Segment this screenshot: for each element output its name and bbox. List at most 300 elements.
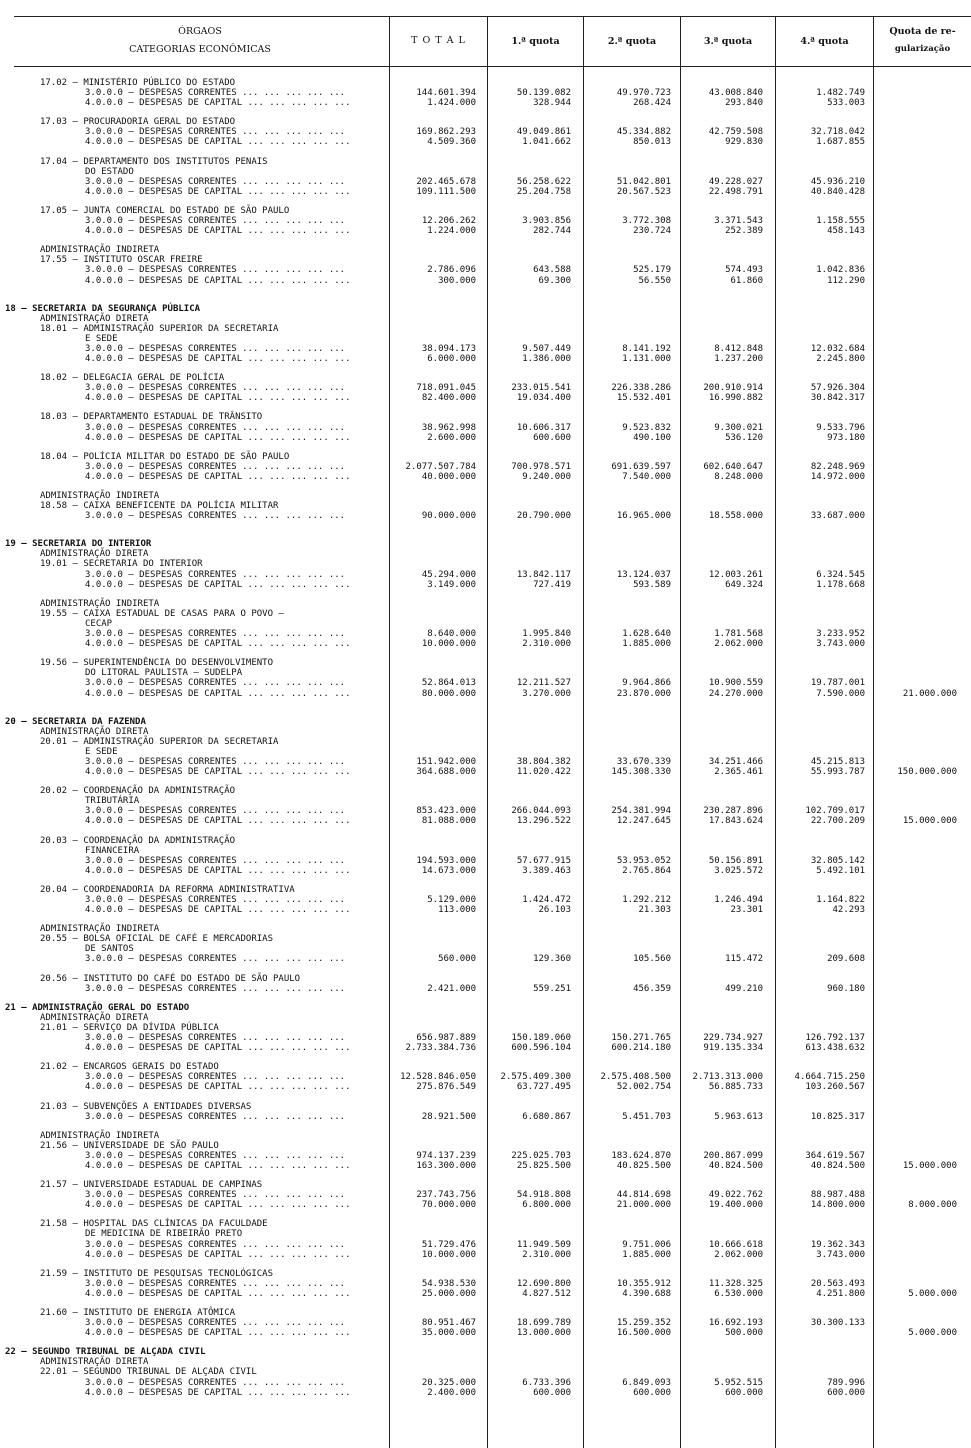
table-row — [0, 117, 971, 127]
table-row — [0, 324, 971, 334]
value-quota-3: 49.022.762 — [708, 1190, 763, 1201]
value-quota-1: 225.025.703 — [511, 1150, 571, 1161]
table-row — [0, 885, 971, 895]
value-total: 169.862.293 — [416, 127, 476, 138]
value-quota-3: 40.824.500 — [708, 1160, 763, 1171]
value-quota-4: 102.709.017 — [805, 806, 865, 817]
value-quota-2: 691.639.597 — [611, 461, 671, 472]
value-quota-2: 600.000 — [633, 1387, 671, 1398]
value-total: 8.640.000 — [427, 629, 476, 640]
table-row — [0, 1357, 971, 1367]
row-label: 17.55 — INSTITUTO OSCAR FREIRE — [40, 255, 203, 266]
value-total: 113.000 — [438, 905, 476, 916]
value-total: 45.294.000 — [421, 569, 476, 580]
value-total: 38.962.998 — [421, 422, 476, 433]
value-quota-3: 1.237.200 — [714, 354, 763, 365]
table-row — [0, 609, 971, 619]
value-quota-3: 8.248.000 — [714, 471, 763, 482]
table-row — [0, 1062, 971, 1072]
value-total: 81.088.000 — [421, 816, 476, 827]
value-quota-4: 40.824.500 — [810, 1160, 865, 1171]
table-row — [0, 1229, 971, 1239]
value-quota-3: 56.885.733 — [708, 1082, 763, 1093]
value-total: 237.743.756 — [416, 1190, 476, 1201]
value-quota-4: 458.143 — [827, 226, 865, 237]
row-spacer — [0, 1299, 971, 1308]
table-row — [0, 944, 971, 954]
value-quota-3: 11.328.325 — [708, 1278, 763, 1289]
value-quota-1: 2.310.000 — [522, 1249, 571, 1260]
value-quota-2: 1.628.640 — [622, 629, 671, 640]
value-quota-1: 1.386.000 — [522, 354, 571, 365]
value-total: 25.000.000 — [421, 1288, 476, 1299]
value-quota-1: 129.360 — [533, 954, 571, 965]
value-quota-4: 45.215.813 — [810, 756, 865, 767]
table-row — [0, 924, 971, 934]
table-row — [0, 393, 971, 403]
row-label: 3.0.0.0 — DESPESAS CORRENTES ... ... ... ... ... — [85, 855, 346, 866]
value-quota-2: 230.724 — [633, 226, 671, 237]
row-label: ADMINISTRAÇÃO INDIRETA — [40, 598, 160, 609]
header-quota-regularizacao-1: Quota de re- — [889, 26, 956, 37]
table-row — [0, 1378, 971, 1388]
header-orgaos: ÓRGAOS — [178, 26, 222, 37]
value-quota-3: 49.228.027 — [708, 176, 763, 187]
table-row — [0, 501, 971, 511]
value-quota-1: 1.995.840 — [522, 629, 571, 640]
value-quota-3: 24.270.000 — [708, 688, 763, 699]
table-row — [0, 1013, 971, 1023]
table-row — [0, 737, 971, 747]
value-quota-1: 11.949.509 — [516, 1239, 571, 1250]
value-quota-2: 9.523.832 — [622, 422, 671, 433]
row-label: ADMINISTRAÇÃO DIRETA — [40, 313, 149, 324]
value-total: 90.000.000 — [421, 511, 476, 522]
value-quota-1: 600.600 — [533, 432, 571, 443]
value-quota-1: 63.727.495 — [516, 1082, 571, 1093]
table-row — [0, 1269, 971, 1279]
row-label: 4.0.0.0 — DESPESAS DE CAPITAL ... ... ... ... ... — [85, 275, 351, 286]
value-quota-4: 7.590.000 — [816, 688, 865, 699]
value-total: 40.000.000 — [421, 471, 476, 482]
value-quota-3: 10.666.618 — [708, 1239, 763, 1250]
value-quota-1: 26.103 — [538, 905, 571, 916]
value-quota-2: 20.567.523 — [616, 186, 671, 197]
table-row — [0, 1308, 971, 1318]
value-total: 82.400.000 — [421, 393, 476, 404]
value-quota-4: 3.743.000 — [816, 639, 865, 650]
section-title: 21 — ADMINISTRAÇÃO GERAL DO ESTADO — [5, 1002, 190, 1013]
row-spacer — [0, 108, 971, 117]
value-quota-4: 2.245.800 — [816, 354, 865, 365]
value-quota-1: 9.240.000 — [522, 471, 571, 482]
value-total: 70.000.000 — [421, 1200, 476, 1211]
value-quota-3: 34.251.466 — [708, 756, 763, 767]
row-label: 4.0.0.0 — DESPESAS DE CAPITAL ... ... ... ... ... — [85, 1043, 351, 1054]
value-quota-4: 42.293 — [832, 905, 865, 916]
value-quota-4: 33.687.000 — [810, 511, 865, 522]
value-quota-1: 56.258.622 — [516, 176, 571, 187]
section-title: 19 — SECRETARIA DO INTERIOR — [5, 539, 152, 550]
value-total: 275.876.549 — [416, 1082, 476, 1093]
value-quota-1: 13.842.117 — [516, 569, 571, 580]
value-quota-4: 14.800.000 — [810, 1200, 865, 1211]
value-quota-3: 8.412.848 — [714, 343, 763, 354]
table-row — [0, 1289, 971, 1299]
table-row — [0, 462, 971, 472]
row-label: 3.0.0.0 — DESPESAS CORRENTES ... ... ... ... ... — [85, 461, 346, 472]
row-spacer — [0, 286, 971, 304]
row-spacer — [0, 236, 971, 245]
row-label: FINANCEIRA — [85, 845, 140, 856]
row-label: 4.0.0.0 — DESPESAS DE CAPITAL ... ... ... ... ... — [85, 1200, 351, 1211]
header-quota-1: 1.ª quota — [511, 36, 560, 47]
value-quota-4: 32.805.142 — [810, 855, 865, 866]
row-spacer — [0, 1093, 971, 1102]
table-row — [0, 619, 971, 629]
table-row — [0, 836, 971, 846]
value-quota-2: 456.359 — [633, 983, 671, 994]
table-row — [0, 786, 971, 796]
row-label: 20.03 — COORDENAÇÃO DA ADMINISTRAÇÃO — [40, 835, 236, 846]
value-quota-3: 9.300.021 — [714, 422, 763, 433]
table-row — [0, 639, 971, 649]
value-total: 4.509.360 — [427, 137, 476, 148]
table-row — [0, 412, 971, 422]
row-label: 4.0.0.0 — DESPESAS DE CAPITAL ... ... ... ... ... — [85, 1288, 351, 1299]
row-label: ADMINISTRAÇÃO INDIRETA — [40, 1130, 160, 1141]
table-row — [0, 1240, 971, 1250]
row-label: 18.04 — POLÍCIA MILITAR DO ESTADO DE SÃO PAULO — [40, 451, 290, 462]
value-quota-1: 10.606.317 — [516, 422, 571, 433]
value-quota-4: 4.251.800 — [816, 1288, 865, 1299]
table-row — [0, 539, 971, 549]
table-row — [0, 580, 971, 590]
value-quota-1: 9.507.449 — [522, 343, 571, 354]
value-quota-2: 254.381.994 — [611, 806, 671, 817]
value-quota-1: 18.699.789 — [516, 1318, 571, 1329]
table-row — [0, 1043, 971, 1053]
table-row — [0, 255, 971, 265]
row-spacer — [0, 197, 971, 206]
value-quota-1: 2.310.000 — [522, 639, 571, 650]
value-quota-2: 44.814.698 — [616, 1190, 671, 1201]
value-quota-regularizacao: 5.000.000 — [908, 1288, 957, 1299]
row-label: 18.58 — CAIXA BENEFICENTE DA POLÍCIA MILITAR — [40, 501, 279, 512]
row-label: ADMINISTRAÇÃO DIRETA — [40, 726, 149, 737]
value-total: 194.593.000 — [416, 855, 476, 866]
value-quota-3: 499.210 — [725, 983, 763, 994]
row-label: 3.0.0.0 — DESPESAS CORRENTES ... ... ... ... ... — [85, 1033, 346, 1044]
value-total: 80.951.467 — [421, 1318, 476, 1329]
value-quota-3: 42.759.508 — [708, 127, 763, 138]
row-spacer — [0, 965, 971, 974]
table-row — [0, 1131, 971, 1141]
value-quota-4: 1.482.749 — [816, 88, 865, 99]
row-label: 17.02 — MINISTÉRIO PÚBLICO DO ESTADO — [40, 78, 236, 88]
row-spacer — [0, 777, 971, 786]
value-quota-1: 12.211.527 — [516, 678, 571, 689]
value-quota-3: 929.830 — [725, 137, 763, 148]
row-label: 3.0.0.0 — DESPESAS CORRENTES ... ... ... ... ... — [85, 895, 346, 905]
value-quota-1: 57.677.915 — [516, 855, 571, 866]
value-total: 1.224.000 — [427, 226, 476, 237]
value-quota-regularizacao: 150.000.000 — [897, 767, 957, 778]
value-total: 202.465.678 — [416, 176, 476, 187]
row-label: 3.0.0.0 — DESPESAS CORRENTES ... ... ... ... ... — [85, 678, 346, 689]
value-quota-4: 22.700.209 — [810, 816, 865, 827]
row-spacer — [0, 364, 971, 373]
value-quota-3: 2.062.000 — [714, 639, 763, 650]
table-body — [0, 78, 971, 1398]
value-quota-3: 43.008.840 — [708, 88, 763, 99]
table-row — [0, 629, 971, 639]
value-quota-1: 12.690.800 — [516, 1278, 571, 1289]
value-quota-2: 145.308.330 — [611, 767, 671, 778]
row-label: 4.0.0.0 — DESPESAS DE CAPITAL ... ... ... ... ... — [85, 1387, 351, 1398]
table-row — [0, 599, 971, 609]
value-total: 80.000.000 — [421, 688, 476, 699]
value-total: 109.111.500 — [416, 186, 476, 197]
value-quota-2: 10.355.912 — [616, 1278, 671, 1289]
row-label: 21.59 — INSTITUTO DE PESQUISAS TECNOLÓGICAS — [40, 1268, 273, 1279]
row-label: 4.0.0.0 — DESPESAS DE CAPITAL ... ... ... ... ... — [85, 226, 351, 237]
value-quota-3: 600.000 — [725, 1387, 763, 1398]
table-row — [0, 895, 971, 905]
row-label: 4.0.0.0 — DESPESAS DE CAPITAL ... ... ... ... ... — [85, 432, 351, 443]
value-quota-1: 3.270.000 — [522, 688, 571, 699]
row-spacer — [0, 590, 971, 599]
value-quota-1: 19.034.400 — [516, 393, 571, 404]
row-spacer — [0, 1260, 971, 1269]
value-quota-2: 33.670.339 — [616, 756, 671, 767]
value-quota-4: 82.248.969 — [810, 461, 865, 472]
row-spacer — [0, 148, 971, 157]
value-total: 2.421.000 — [427, 983, 476, 994]
table-row — [0, 167, 971, 177]
row-label: 4.0.0.0 — DESPESAS DE CAPITAL ... ... ... ... ... — [85, 865, 351, 876]
value-quota-2: 1.292.212 — [622, 895, 671, 905]
row-label: DE SANTOS — [85, 944, 134, 955]
value-quota-3: 229.734.927 — [703, 1033, 763, 1044]
value-quota-1: 282.744 — [533, 226, 571, 237]
value-quota-4: 973.180 — [827, 432, 865, 443]
table-row — [0, 137, 971, 147]
value-quota-4: 5.492.101 — [816, 865, 865, 876]
row-label: DO LITORAL PAULISTA — SUDELPA — [85, 668, 243, 679]
table-row — [0, 334, 971, 344]
table-row — [0, 177, 971, 187]
row-label: 4.0.0.0 — DESPESAS DE CAPITAL ... ... ... ... ... — [85, 1160, 351, 1171]
value-quota-4: 32.718.042 — [810, 127, 865, 138]
table-row — [0, 806, 971, 816]
table-row — [0, 1033, 971, 1043]
table-row — [0, 846, 971, 856]
row-label: ADMINISTRAÇÃO DIRETA — [40, 549, 149, 560]
value-quota-1: 600.596.104 — [511, 1043, 571, 1054]
table-row — [0, 1367, 971, 1377]
value-total: 151.942.000 — [416, 756, 476, 767]
row-label: E SEDE — [85, 746, 118, 757]
header-quota-regularizacao-2: gularização — [894, 44, 951, 54]
value-quota-4: 103.260.567 — [805, 1082, 865, 1093]
value-quota-3: 16.990.882 — [708, 393, 763, 404]
table-row — [0, 1003, 971, 1013]
row-label: DO ESTADO — [85, 166, 134, 177]
value-total: 656.987.889 — [416, 1033, 476, 1044]
table-row — [0, 856, 971, 866]
value-quota-regularizacao: 15.000.000 — [902, 1160, 957, 1171]
value-quota-2: 2.765.864 — [622, 865, 671, 876]
value-quota-3: 200.867.099 — [703, 1150, 763, 1161]
value-quota-3: 16.692.193 — [708, 1318, 763, 1329]
value-quota-regularizacao: 8.000.000 — [908, 1200, 957, 1211]
value-quota-3: 6.530.000 — [714, 1288, 763, 1299]
value-quota-2: 1.885.000 — [622, 1249, 671, 1260]
row-label: 3.0.0.0 — DESPESAS CORRENTES ... ... ... ... ... — [85, 176, 346, 187]
value-quota-2: 52.002.754 — [616, 1082, 671, 1093]
value-total: 144.601.394 — [416, 88, 476, 99]
value-total: 52.864.013 — [421, 678, 476, 689]
value-quota-1: 233.015.541 — [511, 383, 571, 394]
value-quota-4: 1.158.555 — [816, 216, 865, 227]
row-spacer — [0, 649, 971, 658]
row-label: 3.0.0.0 — DESPESAS CORRENTES ... ... ... ... ... — [85, 1377, 346, 1388]
table-row — [0, 1102, 971, 1112]
table-row — [0, 1082, 971, 1092]
value-quota-2: 850.013 — [633, 137, 671, 148]
value-quota-1: 6.680.867 — [522, 1111, 571, 1122]
row-spacer — [0, 1338, 971, 1347]
value-quota-3: 2.062.000 — [714, 1249, 763, 1260]
table-row — [0, 866, 971, 876]
value-quota-3: 17.843.624 — [708, 816, 763, 827]
header-quota-4: 4.ª quota — [800, 36, 849, 47]
value-total: 6.000.000 — [427, 354, 476, 365]
value-quota-2: 51.042.801 — [616, 176, 671, 187]
value-quota-1: 3.389.463 — [522, 865, 571, 876]
table-row — [0, 423, 971, 433]
value-quota-3: 536.120 — [725, 432, 763, 443]
row-label: 18.01 — ADMINISTRAÇÃO SUPERIOR DA SECRETARIA — [40, 323, 279, 334]
value-quota-4: 960.180 — [827, 983, 865, 994]
table-row — [0, 1141, 971, 1151]
row-label: 4.0.0.0 — DESPESAS DE CAPITAL ... ... ... ... ... — [85, 905, 351, 916]
row-spacer — [0, 876, 971, 885]
row-label: 4.0.0.0 — DESPESAS DE CAPITAL ... ... ... ... ... — [85, 1328, 351, 1339]
table-row — [0, 1347, 971, 1357]
value-quota-1: 25.825.500 — [516, 1160, 571, 1171]
row-label: ADMINISTRAÇÃO INDIRETA — [40, 491, 160, 501]
value-quota-1: 266.044.093 — [511, 806, 571, 817]
value-quota-4: 19.787.001 — [810, 678, 865, 689]
value-quota-4: 126.792.137 — [805, 1033, 865, 1044]
value-quota-4: 55.993.787 — [810, 767, 865, 778]
value-quota-4: 789.996 — [827, 1377, 865, 1388]
table-row — [0, 747, 971, 757]
value-total: 10.000.000 — [421, 1249, 476, 1260]
table-row — [0, 452, 971, 462]
table-row — [0, 344, 971, 354]
value-quota-4: 209.608 — [827, 954, 865, 965]
table-row — [0, 1388, 971, 1398]
value-quota-1: 49.049.861 — [516, 127, 571, 138]
value-quota-3: 293.840 — [725, 98, 763, 109]
value-quota-1: 4.827.512 — [522, 1288, 571, 1299]
value-total: 12.528.846.050 — [400, 1072, 476, 1083]
value-quota-1: 50.139.082 — [516, 88, 571, 99]
table-row — [0, 226, 971, 236]
value-total: 2.400.000 — [427, 1387, 476, 1398]
value-quota-3: 200.910.914 — [703, 383, 763, 394]
value-quota-3: 1.781.568 — [714, 629, 763, 640]
row-label: ADMINISTRAÇÃO INDIRETA — [40, 924, 160, 935]
row-label: 3.0.0.0 — DESPESAS CORRENTES ... ... ... ... ... — [85, 343, 346, 354]
value-quota-2: 53.953.052 — [616, 855, 671, 866]
value-quota-3: 19.400.000 — [708, 1200, 763, 1211]
row-label: 3.0.0.0 — DESPESAS CORRENTES ... ... ... ... ... — [85, 1072, 346, 1083]
value-quota-2: 8.141.192 — [622, 343, 671, 354]
value-quota-2: 5.451.703 — [622, 1111, 671, 1122]
top-rule — [14, 16, 971, 17]
value-quota-regularizacao: 21.000.000 — [902, 688, 957, 699]
table-row — [0, 1219, 971, 1229]
value-total: 974.137.239 — [416, 1150, 476, 1161]
row-label: 3.0.0.0 — DESPESAS CORRENTES ... ... ... ... ... — [85, 1150, 346, 1161]
value-quota-2: 6.849.093 — [622, 1377, 671, 1388]
row-label: 3.0.0.0 — DESPESAS CORRENTES ... ... ... ... ... — [85, 954, 346, 965]
value-quota-3: 18.558.000 — [708, 511, 763, 522]
value-quota-2: 9.964.866 — [622, 678, 671, 689]
value-quota-2: 16.965.000 — [616, 511, 671, 522]
value-quota-4: 30.300.133 — [810, 1318, 865, 1329]
row-label: 3.0.0.0 — DESPESAS CORRENTES ... ... ... ... ... — [85, 1190, 346, 1201]
value-total: 560.000 — [438, 954, 476, 965]
row-label: 17.04 — DEPARTAMENTO DOS INSTITUTOS PENAIS — [40, 156, 268, 167]
row-label: 4.0.0.0 — DESPESAS DE CAPITAL ... ... ... ... ... — [85, 98, 351, 109]
value-quota-3: 500.000 — [725, 1328, 763, 1339]
value-quota-2: 600.214.180 — [611, 1043, 671, 1054]
row-label: CECAP — [85, 618, 113, 629]
value-quota-3: 3.025.572 — [714, 865, 763, 876]
row-label: 3.0.0.0 — DESPESAS CORRENTES ... ... ... ... ... — [85, 511, 346, 522]
value-quota-2: 56.550 — [638, 275, 671, 286]
table-row — [0, 216, 971, 226]
table-row — [0, 373, 971, 383]
row-label: 3.0.0.0 — DESPESAS CORRENTES ... ... ... ... ... — [85, 265, 346, 276]
value-quota-3: 50.156.891 — [708, 855, 763, 866]
value-quota-3: 23.301 — [730, 905, 763, 916]
value-quota-3: 115.472 — [725, 954, 763, 965]
value-quota-1: 25.204.758 — [516, 186, 571, 197]
header-bottom-rule — [14, 66, 971, 67]
row-label: 17.05 — JUNTA COMERCIAL DO ESTADO DE SÃO PAULO — [40, 205, 290, 216]
table-row — [0, 511, 971, 521]
value-quota-1: 727.419 — [533, 579, 571, 590]
value-quota-1: 600.000 — [533, 1387, 571, 1398]
value-quota-1: 3.903.856 — [522, 216, 571, 227]
value-quota-1: 13.296.522 — [516, 816, 571, 827]
value-quota-2: 16.500.000 — [616, 1328, 671, 1339]
value-quota-3: 22.498.791 — [708, 186, 763, 197]
row-label: 4.0.0.0 — DESPESAS DE CAPITAL ... ... ... ... ... — [85, 579, 351, 590]
table-row — [0, 1023, 971, 1033]
row-label: 18.03 — DEPARTAMENTO ESTADUAL DE TRÂNSITO — [40, 412, 263, 423]
row-label: 3.0.0.0 — DESPESAS CORRENTES ... ... ... ... ... — [85, 1318, 346, 1329]
value-quota-1: 559.251 — [533, 983, 571, 994]
table-row — [0, 727, 971, 737]
table-row — [0, 206, 971, 216]
